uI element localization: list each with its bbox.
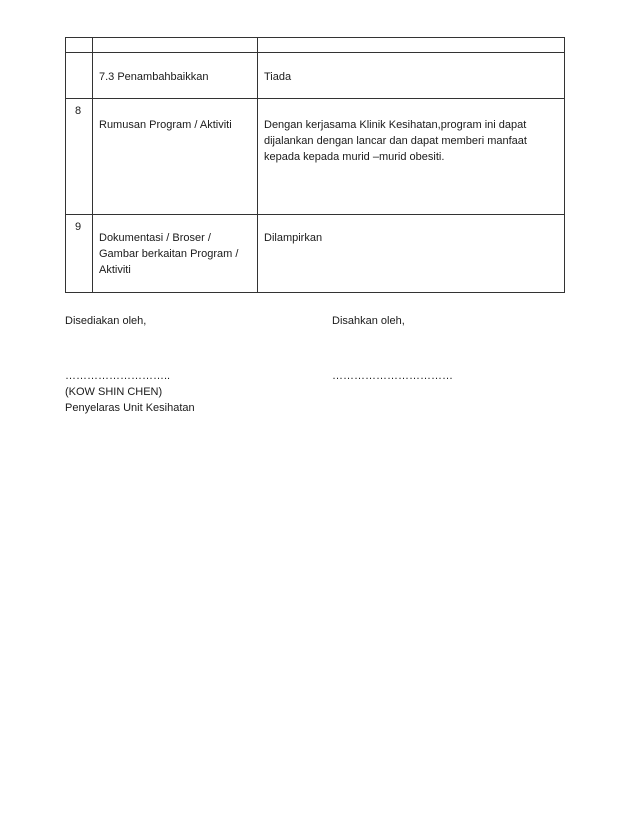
table-row	[66, 215, 565, 293]
row-number-cell	[66, 215, 93, 293]
row-number-8: 8	[75, 105, 82, 117]
approved-by-label: Disahkan oleh,	[332, 315, 405, 327]
preparer-title: Penyelaras Unit Kesihatan	[65, 402, 195, 414]
detail-cell	[258, 215, 565, 293]
table-row	[66, 38, 565, 53]
row-number-cell	[66, 38, 93, 53]
detail-cell	[258, 53, 565, 99]
detail-cell	[258, 38, 565, 53]
item-penambahbaikkan: 7.3 Penambahbaikkan	[99, 71, 209, 83]
table-row	[66, 99, 565, 215]
row-number-9: 9	[75, 221, 82, 233]
item-cell	[93, 38, 258, 53]
detail-dilampirkan: Dilampirkan	[264, 232, 323, 244]
report-table	[65, 37, 565, 293]
item-cell	[93, 215, 258, 293]
row-number-cell	[66, 99, 93, 215]
item-rumusan: Rumusan Program / Aktiviti	[99, 119, 232, 131]
item-cell	[93, 53, 258, 99]
item-dokumentasi: Dokumentasi / Broser / Gambar berkaitan Program / Aktiviti	[99, 232, 239, 276]
detail-tiada: Tiada	[264, 71, 292, 83]
item-cell	[93, 99, 258, 215]
prepared-by-label: Disediakan oleh,	[65, 315, 147, 327]
detail-cell	[258, 99, 565, 215]
row-number-cell	[66, 53, 93, 99]
prepared-signature-line: ………………………..	[65, 370, 171, 382]
table-row	[66, 53, 565, 99]
approved-signature-line: ……………………………	[332, 370, 453, 382]
detail-rumusan: Dengan kerjasama Klinik Kesihatan,program ini dapat dijalankan dengan lancar dan dapat memberi manfaat kepada kepada murid –murid obesiti.	[264, 119, 527, 163]
preparer-name: (KOW SHIN CHEN)	[65, 386, 163, 398]
